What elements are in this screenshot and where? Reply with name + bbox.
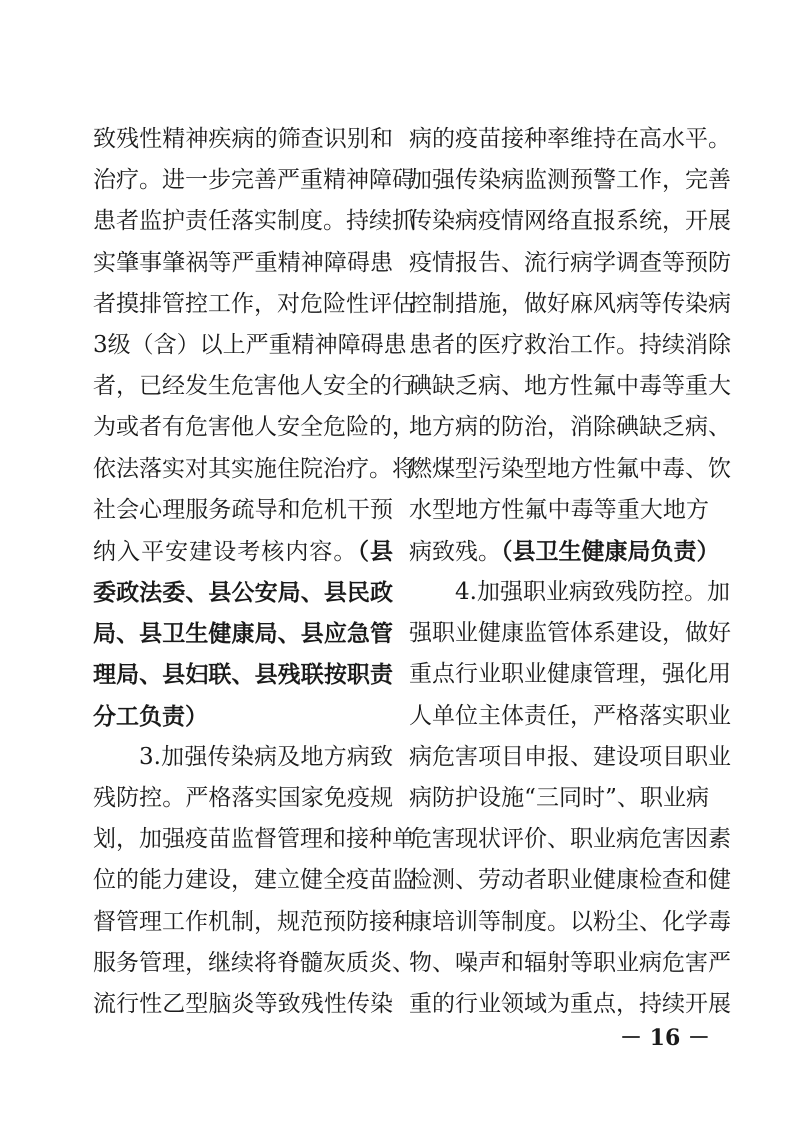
responsibility-line: 局、县卫生健康局、县应急管 — [93, 620, 393, 648]
text-line: 社会心理服务疏导和危机干预 — [93, 496, 393, 523]
text-line: 划，加强疫苗监督管理和接种单 — [93, 826, 415, 853]
text-line: 病的疫苗接种率维持在高水平。 — [409, 126, 731, 152]
text-line: 督管理工作机制，规范预防接种 — [93, 908, 415, 935]
text-line: 3级（含）以上严重精神障碍患 — [93, 331, 407, 358]
text-line: 检测、劳动者职业健康检查和健 — [409, 867, 731, 894]
responsibility-text: （县 — [357, 537, 394, 565]
text-line: 致残性精神疾病的筛查识别和 — [93, 126, 393, 152]
text-line: 服务管理，继续将脊髓灰质炎、 — [93, 949, 415, 976]
text-line: 危害现状评价、职业病危害因素 — [409, 826, 731, 853]
responsibility-line: 分工负责） — [93, 702, 208, 730]
text-line: 水型地方性氟中毒等重大地方 — [409, 496, 709, 523]
text-line: 患者的医疗救治工作。持续消除 — [409, 331, 731, 358]
section-heading-line: 4.加强职业病致残防控。加 — [455, 579, 730, 606]
text-line-mixed — [409, 531, 720, 572]
responsibility-line: 理局、县妇联、县残联按职责 — [93, 661, 393, 689]
text-line-mixed — [93, 531, 393, 572]
responsibility-text: （县卫生健康局负责） — [501, 537, 720, 565]
text-line: 控制措施，做好麻风病等传染病 — [409, 290, 731, 317]
text-line: 疫情报告、流行病学调查等预防 — [409, 249, 731, 276]
left-column — [93, 119, 415, 1025]
text-line: 碘缺乏病、地方性氟中毒等重大 — [409, 373, 731, 400]
responsibility-line: 委政法委、县公安局、县民政 — [93, 579, 393, 607]
text-segment: 纳入平安建设考核内容。 — [93, 538, 358, 565]
text-line: 患者监护责任落实制度。持续抓 — [93, 208, 415, 235]
page-number: － 16 － — [620, 1025, 710, 1051]
text-line: 流行性乙型脑炎等致残性传染 — [93, 990, 393, 1017]
text-line: 重点行业职业健康管理，强化用 — [409, 661, 731, 688]
text-segment: 病致残。 — [409, 538, 501, 565]
text-line: 病防护设施“三同时”、职业病 — [409, 785, 709, 811]
text-line: 重的行业领域为重点，持续开展 — [409, 990, 731, 1017]
text-line: 康培训等制度。以粉尘、化学毒 — [409, 908, 731, 935]
text-line: 病危害项目申报、建设项目职业 — [409, 743, 731, 770]
text-line: 传染病疫情网络直报系统，开展 — [409, 208, 731, 235]
text-line: 人单位主体责任，严格落实职业 — [409, 702, 731, 729]
right-column — [409, 119, 731, 1025]
text-line: 治疗。进一步完善严重精神障碍 — [93, 167, 415, 194]
text-line: 依法落实对其实施住院治疗。将 — [93, 455, 415, 482]
text-line: 物、噪声和辐射等职业病危害严 — [409, 949, 731, 976]
text-line: 强职业健康监管体系建设，做好 — [409, 620, 731, 647]
section-heading-line: 3.加强传染病及地方病致 — [139, 743, 393, 770]
text-line: 位的能力建设，建立健全疫苗监 — [93, 867, 415, 894]
text-line: 者摸排管控工作，对危险性评估 — [93, 290, 415, 317]
text-line: 加强传染病监测预警工作，完善 — [409, 167, 731, 194]
text-line: 实肇事肇祸等严重精神障碍患 — [93, 249, 393, 276]
text-line: 者，已经发生危害他人安全的行 — [93, 373, 415, 400]
text-line: 残防控。严格落实国家免疫规 — [93, 785, 393, 811]
text-line: 为或者有危害他人安全危险的， — [93, 414, 415, 441]
text-line: 燃煤型污染型地方性氟中毒、饮 — [409, 455, 731, 482]
text-line: 地方病的防治，消除碘缺乏病、 — [409, 414, 731, 441]
